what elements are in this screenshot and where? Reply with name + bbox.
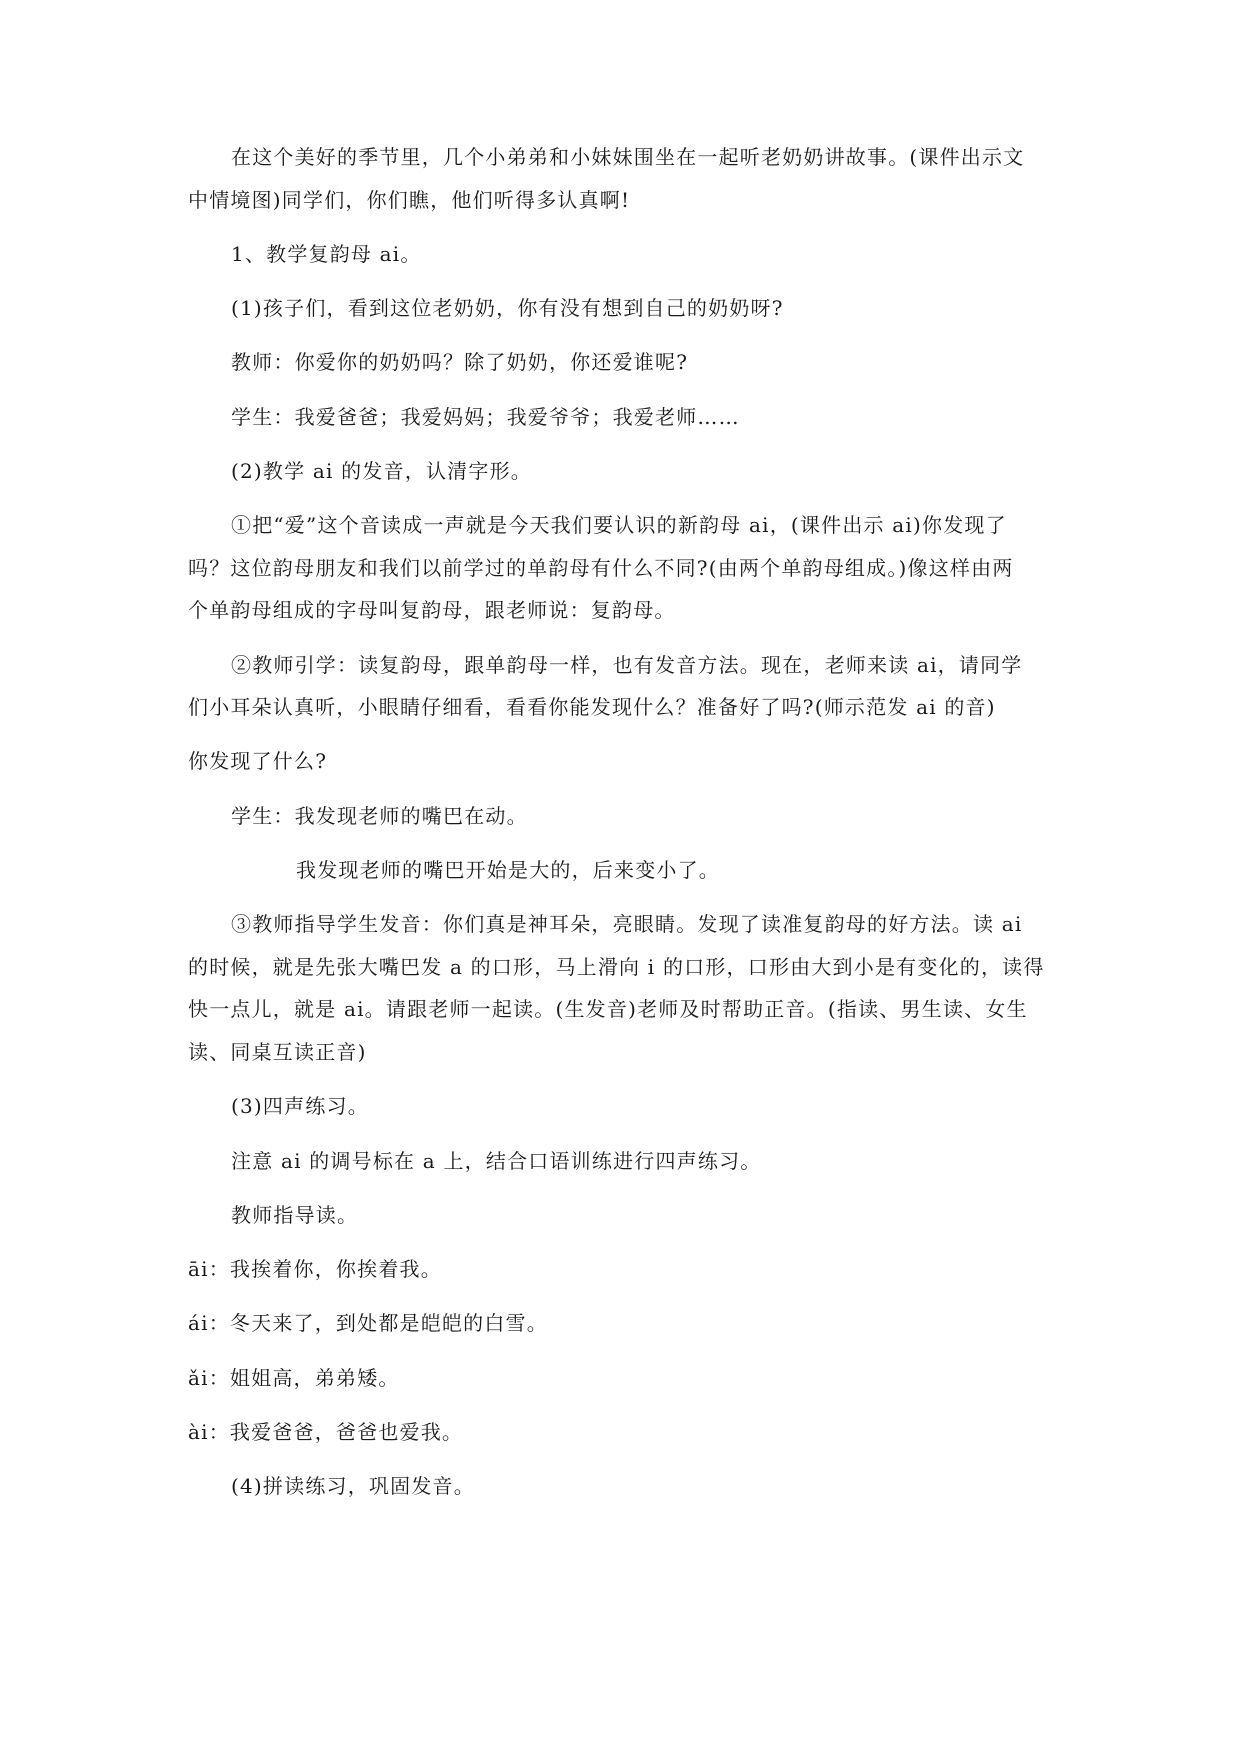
step-3-heading: (3)四声练习。 (231, 1094, 369, 1118)
paragraph-intro-line-2: 中情境图)同学们，你们瞧，他们听得多认真啊! (188, 188, 631, 212)
paragraph-1-line-2: 吗？这位韵母朋友和我们以前学过的单韵母有什么不同?(由两个单韵母组成。)像这样由两 (188, 556, 1014, 580)
section-heading: 1、教学复韵母 ai。 (231, 242, 422, 266)
tone-example-3: ǎi：姐姐高，弟弟矮。 (188, 1366, 400, 1390)
student-answer-2: 我发现老师的嘴巴开始是大的，后来变小了。 (296, 858, 720, 882)
paragraph-2-line-2: 们小耳朵认真听，小眼睛仔细看，看看你能发现什么？准备好了吗?(师示范发 ai 的音) (188, 695, 996, 719)
paragraph-1-line-1: ①把“爱”这个音读成一声就是今天我们要认识的新韵母 ai，(课件出示 ai)你发现了 (231, 513, 1007, 537)
student-dialogue: 学生：我爱爸爸；我爱妈妈；我爱爷爷；我爱老师…… (231, 405, 740, 429)
tone-example-1: āi：我挨着你，你挨着我。 (188, 1257, 442, 1281)
tone-note: 注意 ai 的调号标在 a 上，结合口语训练进行四声练习。 (231, 1149, 762, 1173)
paragraph-3-line-1: ③教师指导学生发音：你们真是神耳朵，亮眼睛。发现了读准复韵母的好方法。读 ai (231, 912, 1023, 936)
step-1-heading: (1)孩子们，看到这位老奶奶，你有没有想到自己的奶奶呀? (231, 296, 784, 320)
teacher-guide: 教师指导读。 (231, 1203, 359, 1227)
paragraph-3-line-4: 读、同桌互读正音) (188, 1040, 367, 1064)
teacher-dialogue: 教师：你爱你的奶奶吗？除了奶奶，你还爱谁呢? (231, 350, 689, 374)
paragraph-2-line-1: ②教师引学：读复韵母，跟单韵母一样，也有发音方法。现在，老师来读 ai，请同学 (231, 653, 1023, 677)
tone-example-2: ái：冬天来了，到处都是皑皑的白雪。 (188, 1311, 548, 1335)
paragraph-1-line-3: 个单韵母组成的字母叫复韵母，跟老师说：复韵母。 (188, 598, 676, 622)
paragraph-3-line-2: 的时候，就是先张大嘴巴发 a 的口形，马上滑向 i 的口形，口形由大到小是有变化的，读得 (188, 955, 1045, 979)
paragraph-3-line-3: 快一点儿，就是 ai。请跟老师一起读。(生发音)老师及时帮助正音。(指读、男生读、女生 (188, 997, 1028, 1021)
step-4-heading: (4)拼读练习，巩固发音。 (231, 1474, 475, 1498)
paragraph-2-line-3: 你发现了什么? (188, 749, 328, 773)
step-2-heading: (2)教学 ai 的发音，认清字形。 (231, 459, 532, 483)
tone-example-4: ài：我爱爸爸，爸爸也爱我。 (188, 1420, 464, 1444)
student-answer-1: 学生：我发现老师的嘴巴在动。 (231, 804, 528, 828)
paragraph-intro-line-1: 在这个美好的季节里，几个小弟弟和小妹妹围坐在一起听老奶奶讲故事。(课件出示文 (231, 145, 1025, 169)
